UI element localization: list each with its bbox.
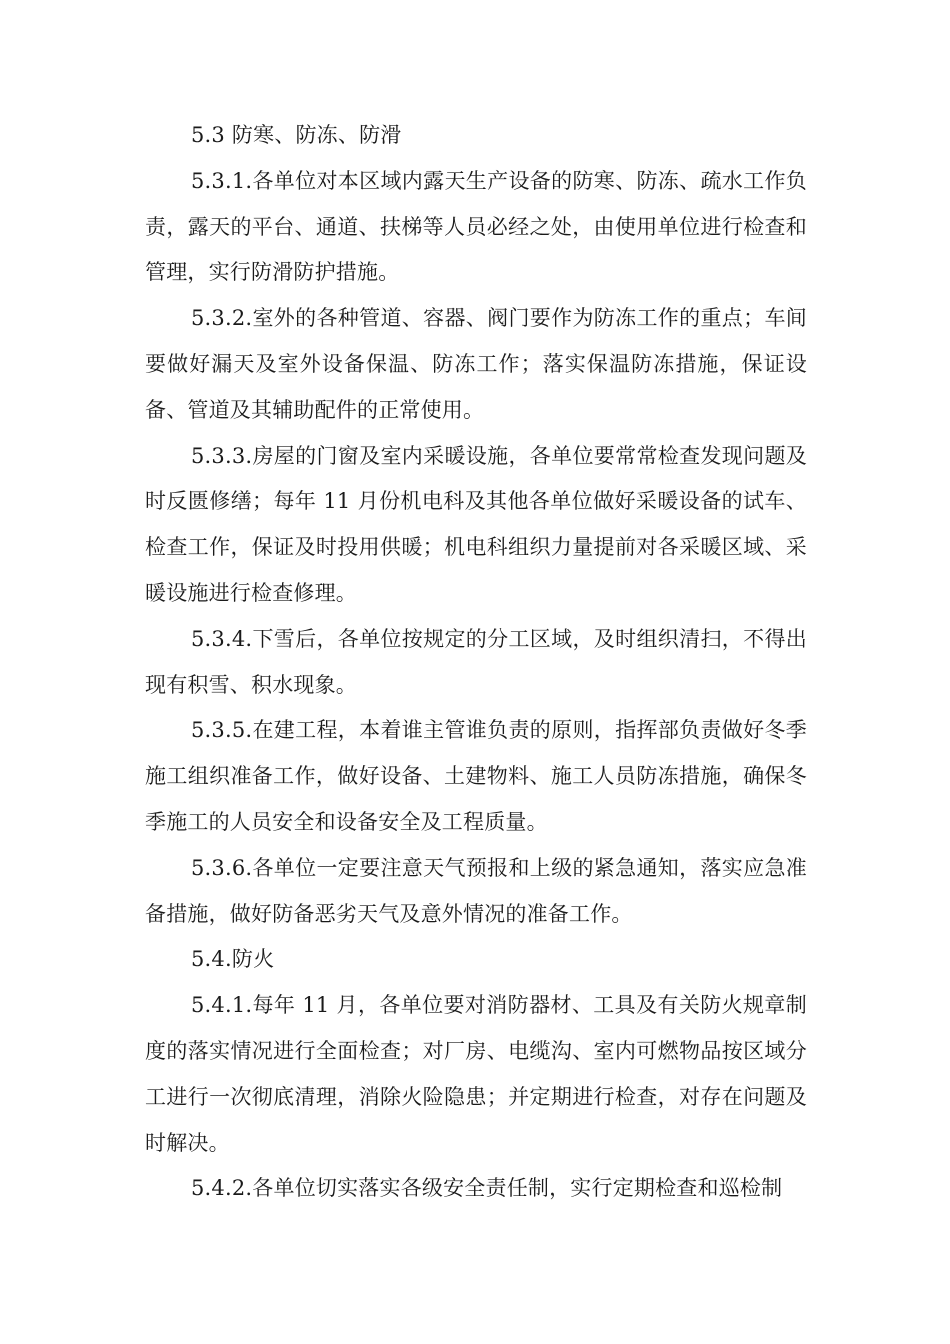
section-heading-5-3: 5.3 防寒、防冻、防滑: [191, 123, 402, 147]
paragraph-5-4-1: 5.4.1.每年 11 月，各单位要对消防器材、工具及有关防火规章制度的落实情况进行全面检查；对厂房、电缆沟、室内可燃物品按区域分工进行一次彻底清理，消除火险隐患；并定期进行检查，对存在问题及时解决。: [145, 993, 807, 1155]
paragraph-5-3-2: 5.3.2.室外的各种管道、容器、阀门要作为防冻工作的重点；车间要做好漏天及室外设备保温、防冻工作；落实保温防冻措施，保证设备、管道及其辅助配件的正常使用。: [145, 306, 807, 422]
paragraph-5-4-2: 5.4.2.各单位切实落实各级安全责任制，实行定期检查和巡检制: [191, 1176, 783, 1201]
document-body: [145, 113, 807, 1212]
paragraph-5-3-3: 5.3.3.房屋的门窗及室内采暖设施，各单位要常常检查发现问题及时反匮修缮；每年 11 月份机电科及其他各单位做好采暖设备的试车、检查工作，保证及时投用供暖；机电科组织力量提前对各采暖区域、采暖设施进行检查修理。: [145, 443, 807, 605]
paragraph-5-3-4: 5.3.4.下雪后，各单位按规定的分工区域，及时组织清扫，不得出现有积雪、积水现象。: [145, 626, 807, 697]
paragraph-5-3-1: 5.3.1.各单位对本区域内露天生产设备的防寒、防冻、疏水工作负责，露天的平台、通道、扶梯等人员必经之处，由使用单位进行检查和管理，实行防滑防护措施。: [145, 168, 807, 285]
paragraph-5-3-5: 5.3.5.在建工程，本着谁主管谁负责的原则，指挥部负责做好冬季施工组织准备工作，做好设备、土建物料、施工人员防冻措施，确保冬季施工的人员安全和设备安全及工程质量。: [145, 718, 807, 834]
section-heading-5-4: 5.4.防火: [191, 947, 275, 972]
paragraph-5-3-6: 5.3.6.各单位一定要注意天气预报和上级的紧急通知，落实应急准备措施，做好防备恶劣天气及意外情况的准备工作。: [145, 855, 807, 926]
